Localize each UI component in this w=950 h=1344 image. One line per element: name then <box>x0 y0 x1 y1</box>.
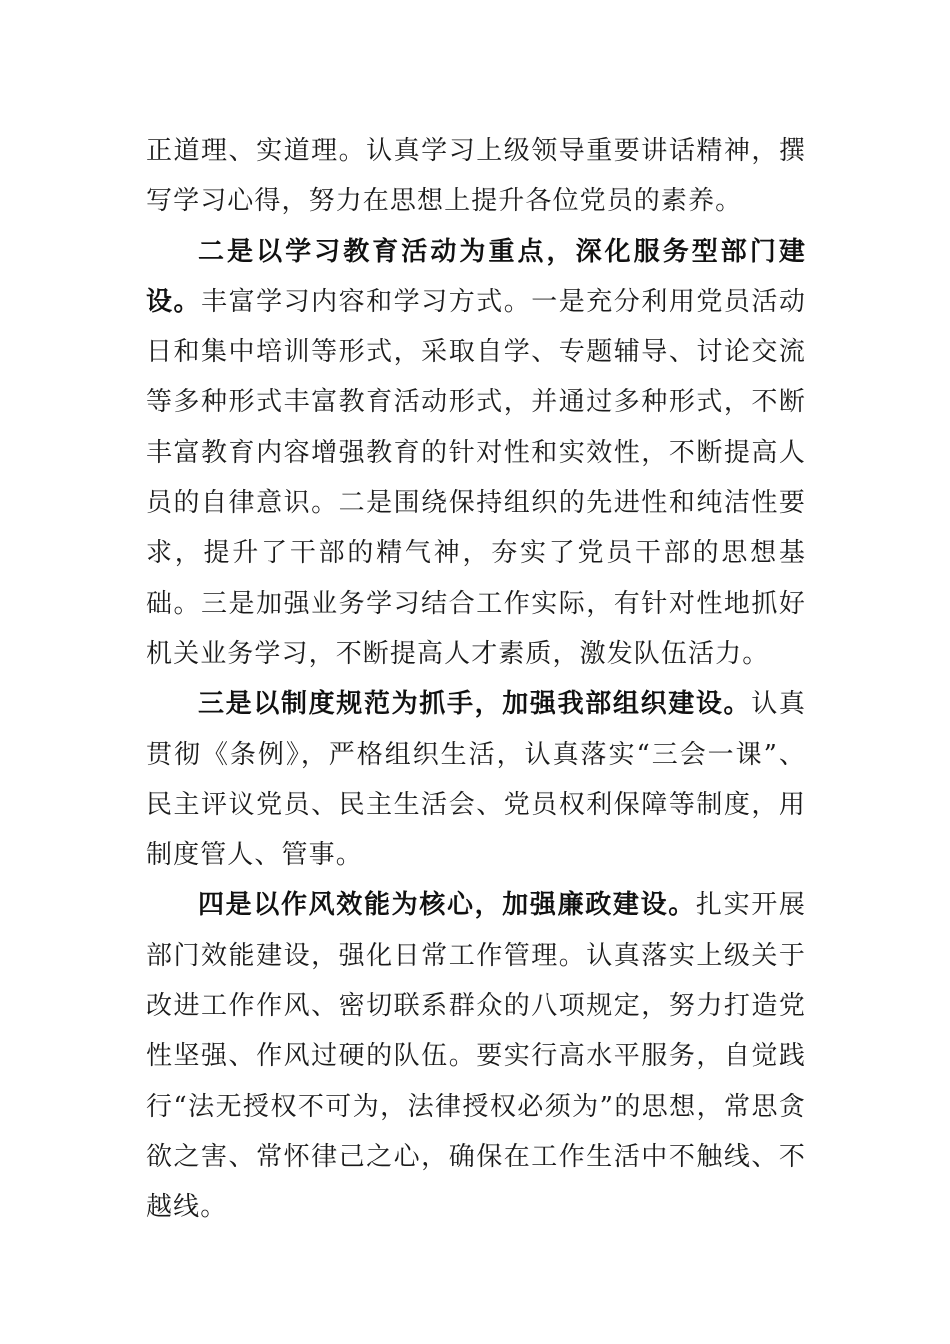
paragraph-lead: 三是以制度规范为抓手，加强我部组织建设。 <box>198 689 752 720</box>
paragraph-continuation <box>146 126 806 227</box>
paragraph-text: 扎实开展部门效能建设，强化日常工作管理。认真落实上级关于改进工作作风、密切联系群众的八项规定，努力打造党性坚强、作风过硬的队伍。要实行高水平服务，自觉践行“法无授权不可为，法律授权必须为”的思想，常思贪欲之害、常怀律己之心，确保在工作生活中不触线、不越线。 <box>146 890 806 1223</box>
paragraph-integrity-building <box>146 880 806 1232</box>
paragraph-service-department <box>146 227 806 680</box>
paragraph-lead: 二是以学习教育活动为重点，深化服务型部门建设。 <box>146 236 806 317</box>
paragraph-text: 丰富学习内容和学习方式。一是充分利用党员活动日和集中培训等形式，采取自学、专题辅导、讨论交流等多种形式丰富教育活动形式，并通过多种形式，不断丰富教育内容增强教育的针对性和实效性，不断提高人员的自律意识。二是围绕保持组织的先进性和纯洁性要求，提升了干部的精气神，夯实了党员干部的思想基础。三是加强业务学习结合工作实际，有针对性地抓好机关业务学习，不断提高人才素质，激发队伍活力。 <box>146 286 807 669</box>
paragraph-text: 正道理、实道理。认真学习上级领导重要讲话精神，撰写学习心得，努力在思想上提升各位党员的素养。 <box>146 136 806 217</box>
paragraph-text: 认真贯彻《条例》，严格组织生活，认真落实“三会一课”、民主评议党员、民主生活会、党员权利保障等制度，用制度管人、管事。 <box>146 689 806 871</box>
paragraph-lead: 四是以作风效能为核心，加强廉政建设。 <box>198 890 696 921</box>
paragraph-organization-building <box>146 679 806 880</box>
document-body <box>146 126 806 1233</box>
